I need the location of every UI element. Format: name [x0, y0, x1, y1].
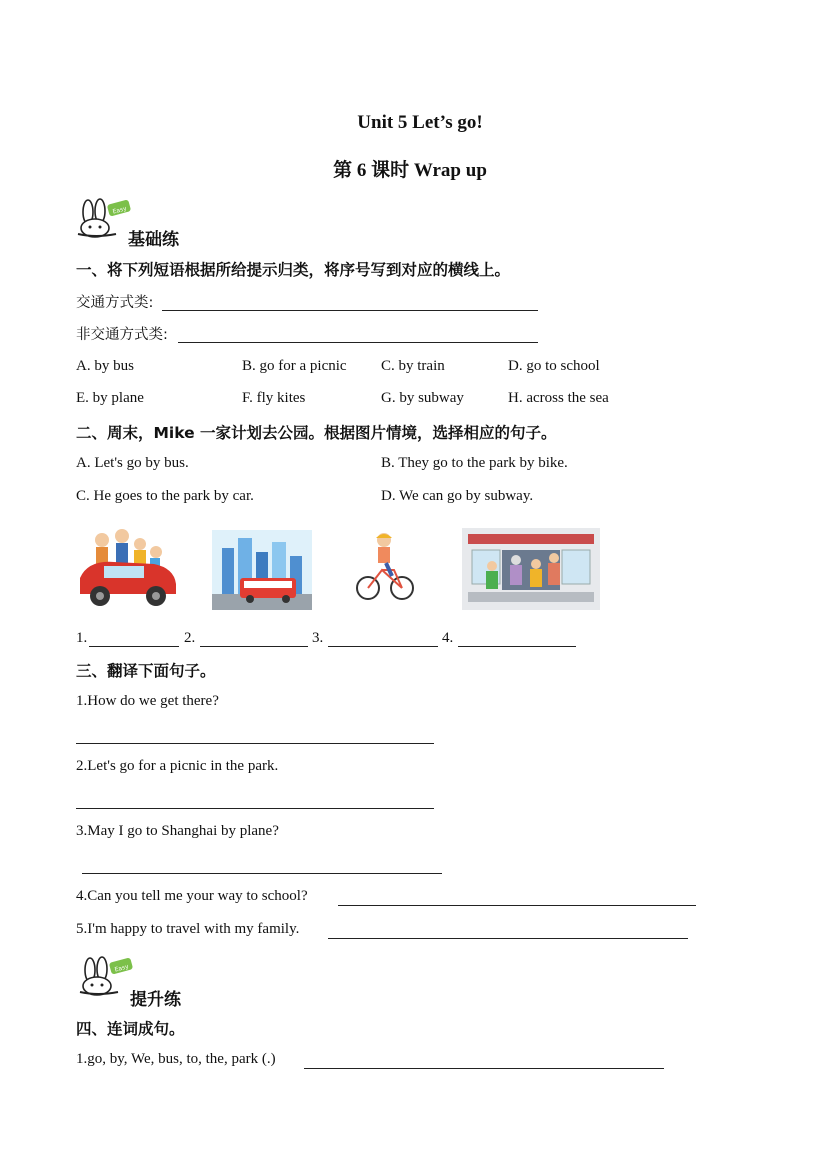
family-car-illustration: [74, 522, 180, 610]
sentence-c: C. He goes to the park by car.: [76, 488, 254, 504]
section1-title: 一、将下列短语根据所给提示归类，将序号写到对应的横线上。: [76, 261, 511, 279]
category-nontransport-label: 非交通方式类:: [76, 327, 168, 343]
badge-text: Easy: [113, 963, 130, 974]
translate-item-3: 3.May I go to Shanghai by plane?: [76, 823, 279, 839]
page-title: Unit 5 Let’s go!: [357, 112, 483, 133]
translate-item-4: 4.Can you tell me your way to school?: [76, 888, 308, 904]
translate-blank-2[interactable]: [76, 808, 434, 809]
option-e: E. by plane: [76, 390, 144, 406]
subway-illustration: [462, 528, 600, 610]
option-g: G. by subway: [381, 390, 464, 406]
sentence-a: A. Let's go by bus.: [76, 455, 189, 471]
section4-title: 四、连词成句。: [76, 1020, 185, 1038]
option-c: C. by train: [381, 358, 445, 374]
option-f: F. fly kites: [242, 390, 306, 406]
translate-item-1: 1.How do we get there?: [76, 693, 219, 709]
city-bus-illustration: [212, 530, 312, 610]
picture-blank-2[interactable]: [200, 646, 308, 647]
sentence-b: B. They go to the park by bike.: [381, 455, 568, 471]
blank-number-3: 3.: [312, 630, 324, 646]
option-d: D. go to school: [508, 358, 600, 374]
picture-blank-4[interactable]: [458, 646, 576, 647]
blank-number-4: 4.: [442, 630, 454, 646]
option-b: B. go for a picnic: [242, 358, 347, 374]
translate-blank-4[interactable]: [338, 905, 696, 906]
sentence-d: D. We can go by subway.: [381, 488, 534, 504]
translate-item-2: 2.Let's go for a picnic in the park.: [76, 758, 279, 774]
level-label-basic: 基础练: [128, 230, 179, 250]
bunny-icon: [76, 198, 132, 238]
level-label-advanced: 提升练: [130, 990, 181, 1010]
translate-blank-3[interactable]: [82, 873, 442, 874]
badge-text: Easy: [111, 205, 128, 216]
reorder-item-1: 1.go, by, We, bus, to, the, park (.): [76, 1051, 276, 1067]
option-a: A. by bus: [76, 358, 134, 374]
picture-blank-3[interactable]: [328, 646, 438, 647]
translate-blank-1[interactable]: [76, 743, 434, 744]
section3-title: 三、翻译下面句子。: [76, 662, 216, 680]
translate-blank-5[interactable]: [328, 938, 688, 939]
girl-bike-illustration: [356, 530, 414, 604]
reorder-blank-1[interactable]: [304, 1068, 664, 1069]
bunny-icon: [78, 956, 134, 996]
section2-title: 二、周末，Mike 一家计划去公园。根据图片情境，选择相应的句子。: [76, 424, 557, 442]
option-h: H. across the sea: [508, 390, 609, 406]
category-transport-label: 交通方式类:: [76, 295, 154, 311]
lesson-title: 第 6 课时 Wrap up: [333, 160, 487, 181]
picture-blank-1[interactable]: [89, 646, 179, 647]
translate-item-5: 5.I'm happy to travel with my family.: [76, 921, 300, 937]
blank-number-2: 2.: [184, 630, 196, 646]
blank-number-1: 1.: [76, 630, 88, 646]
category-nontransport-blank[interactable]: [178, 342, 538, 343]
category-transport-blank[interactable]: [162, 310, 538, 311]
